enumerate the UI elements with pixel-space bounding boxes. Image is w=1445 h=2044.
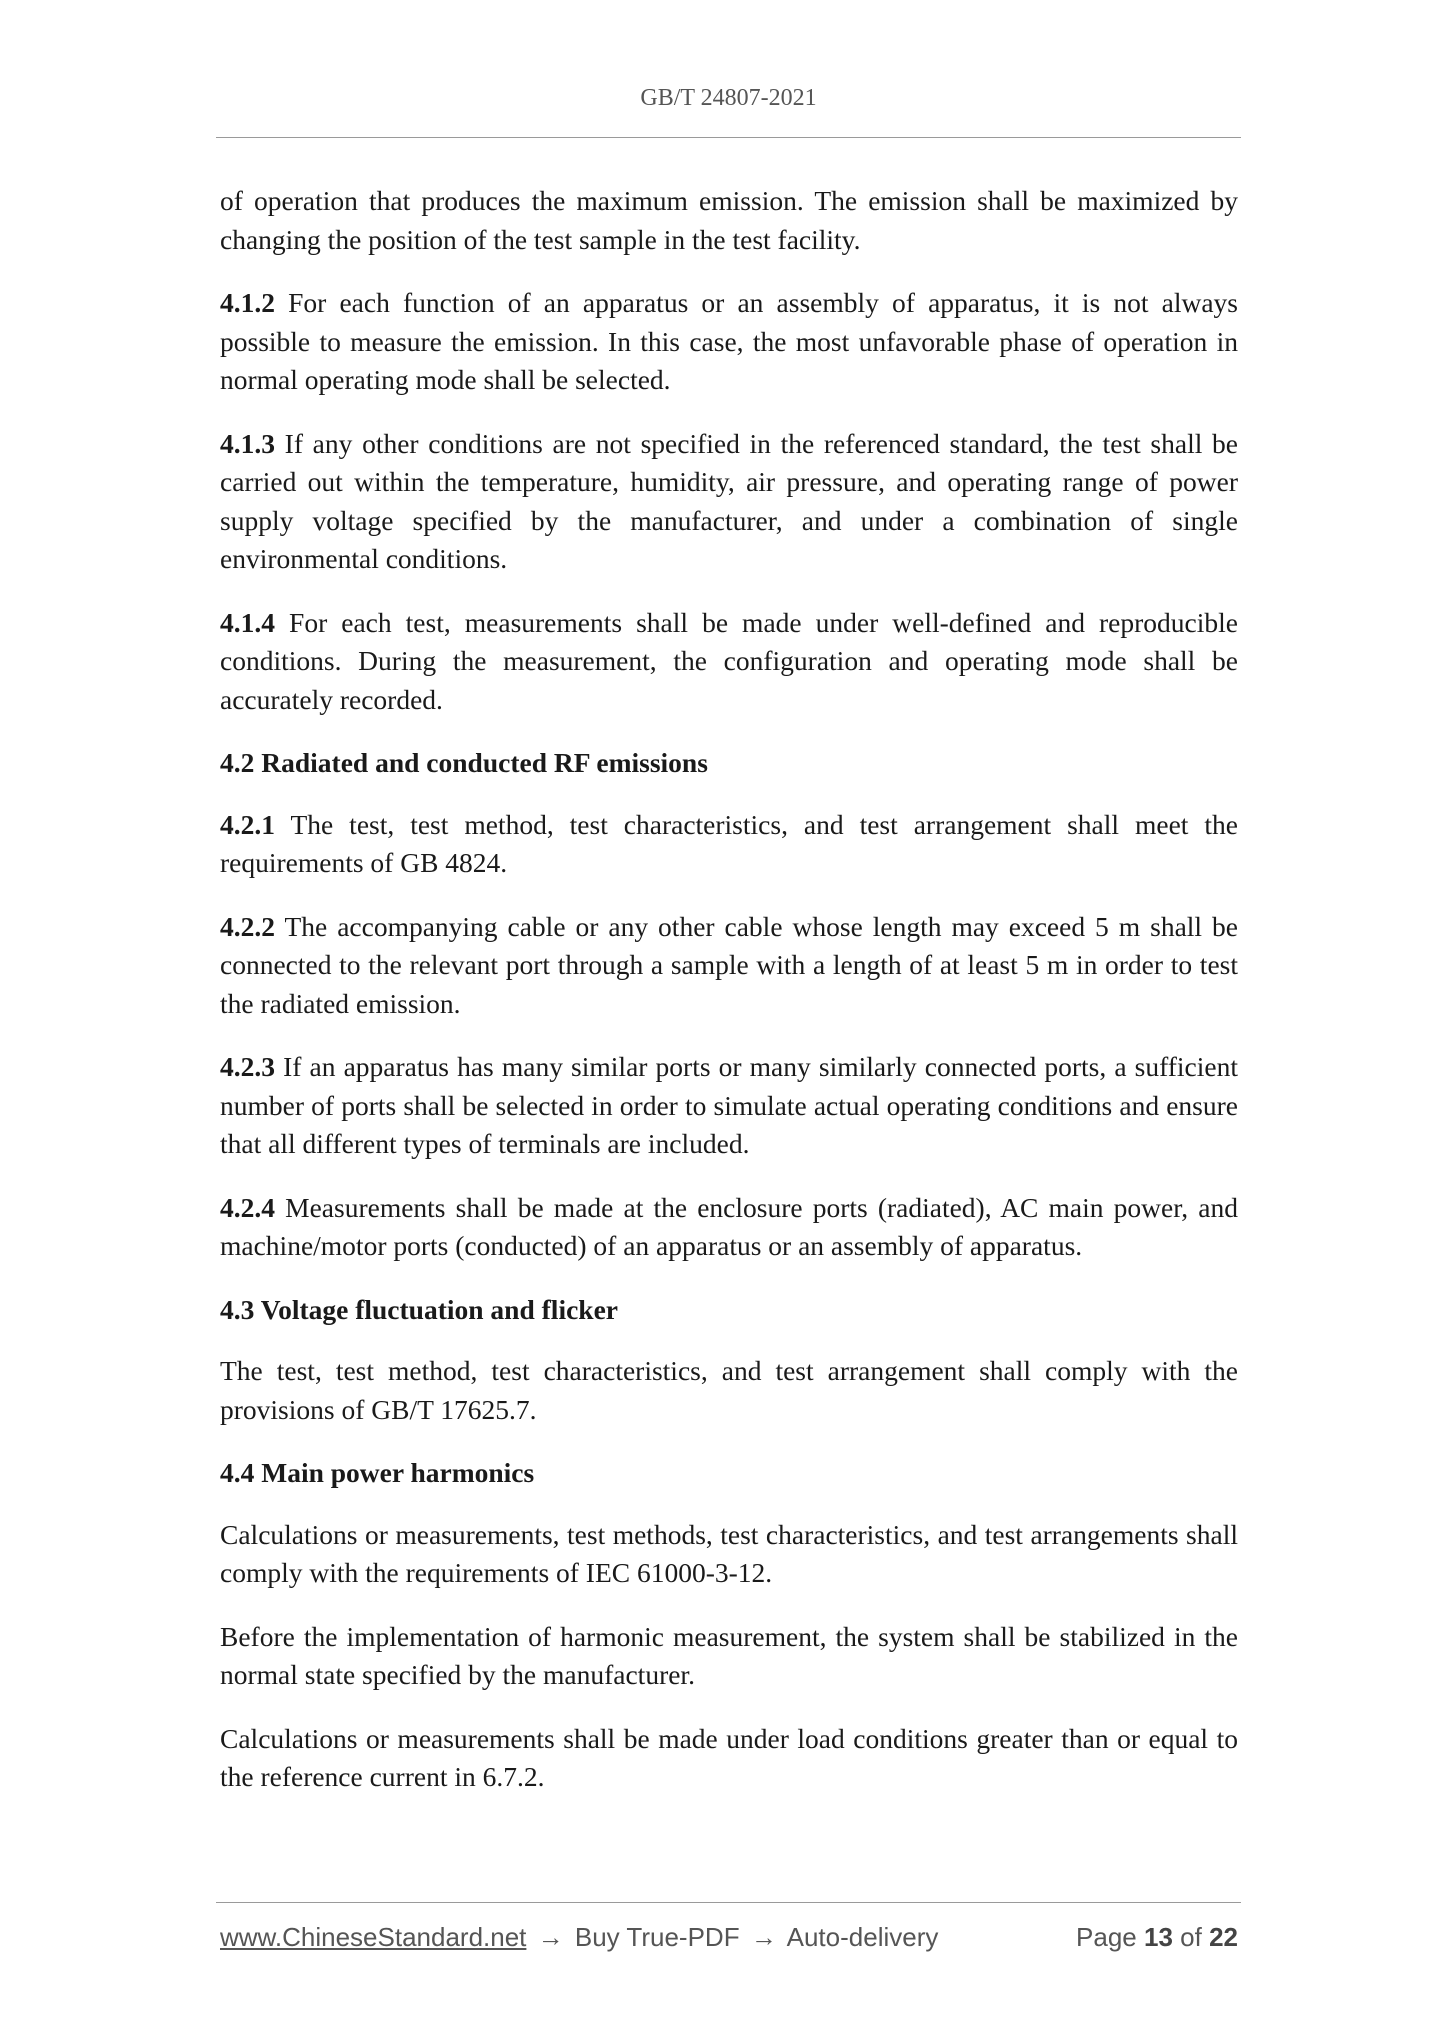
footer-divider xyxy=(216,1902,1241,1903)
clause-4-1-2 xyxy=(220,284,1238,400)
clause-text: If any other conditions are not specified in the referenced standard, the test shall be carried out within the temperature, humidity, air pressure, and operating range of power supply voltage specified by the manufacturer, and under a combination of single environmental conditions. xyxy=(220,427,1238,574)
clause-text: The test, test method, test characteristics, and test arrangement shall meet the requirements of GB 4824. xyxy=(220,808,1238,878)
clause-4-2-1 xyxy=(220,806,1238,883)
footer-links xyxy=(220,1922,938,1953)
clause-text: Measurements shall be made at the enclosure ports (radiated), AC main power, and machine/motor ports (conducted) of an apparatus or an assembly of apparatus. xyxy=(220,1191,1238,1261)
arrow-right-icon: → xyxy=(537,1922,564,1952)
paragraph-4-4-c: Calculations or measurements shall be made under load conditions greater than or equal to the reference current in 6.7.2. xyxy=(220,1722,1238,1792)
section-heading-4-4: 4.4 Main power harmonics xyxy=(220,1457,535,1488)
website-link[interactable]: www.ChineseStandard.net xyxy=(220,1922,527,1952)
clause-number: 4.2.2 xyxy=(220,910,275,942)
clause-number: 4.1.4 xyxy=(220,606,275,638)
clause-4-2-3 xyxy=(220,1048,1238,1164)
paragraph-continuation: of operation that produces the maximum emission. The emission shall be maximized by changing the position of the test sample in the test facility. xyxy=(220,185,1238,255)
clause-number: 4.2.4 xyxy=(220,1191,275,1223)
page-number xyxy=(1076,1922,1238,1953)
document-header: GB/T 24807-2021 xyxy=(640,85,817,111)
paragraph-4-4-b: Before the implementation of harmonic measurement, the system shall be stabilized in the normal state specified by the manufacturer. xyxy=(220,1620,1238,1690)
header-divider xyxy=(216,137,1241,138)
clause-4-1-4 xyxy=(220,604,1238,720)
clause-4-1-3 xyxy=(220,425,1238,579)
paragraph-4-4-a: Calculations or measurements, test methods, test characteristics, and test arrangements shall comply with the requirements of IEC 61000-3-12. xyxy=(220,1518,1238,1588)
clause-number: 4.1.2 xyxy=(220,287,275,318)
buy-pdf-text: Buy True-PDF xyxy=(574,1922,740,1952)
paragraph-4-3: The test, test method, test characteristics, and test arrangement shall comply with the provisions of GB/T 17625.7. xyxy=(220,1355,1238,1425)
section-heading-4-2: 4.2 Radiated and conducted RF emissions xyxy=(220,747,708,778)
clause-number: 4.1.3 xyxy=(220,427,275,459)
document-body xyxy=(220,182,1238,1822)
page-label: Page xyxy=(1076,1922,1137,1952)
clause-text: If an apparatus has many similar ports or many similarly connected ports, a sufficient number of ports shall be selected in order to simulate actual operating conditions and ensure that all different types of terminals are included. xyxy=(220,1051,1238,1159)
clause-text: For each function of an apparatus or an assembly of apparatus, it is not always possible to measure the emission. In this case, the most unfavorable phase of operation in normal operating mode shall be selected. xyxy=(220,287,1238,395)
section-heading-4-3: 4.3 Voltage fluctuation and flicker xyxy=(220,1293,618,1325)
clause-4-2-2 xyxy=(220,908,1238,1024)
page-current: 13 xyxy=(1144,1922,1173,1952)
clause-number: 4.2.3 xyxy=(220,1051,275,1082)
clause-text: The accompanying cable or any other cable whose length may exceed 5 m shall be connected to the relevant port through a sample with a length of at least 5 m in order to test the radiated emission. xyxy=(220,910,1238,1019)
clause-text: For each test, measurements shall be made under well-defined and reproducible conditions. During the measurement, the configuration and operating mode shall be accurately recorded. xyxy=(220,606,1238,715)
auto-delivery-text: Auto-delivery xyxy=(786,1922,939,1952)
arrow-right-icon: → xyxy=(750,1922,777,1952)
page-footer xyxy=(220,1922,1238,1962)
clause-4-2-4 xyxy=(220,1189,1238,1266)
clause-number: 4.2.1 xyxy=(220,808,275,840)
of-label: of xyxy=(1180,1922,1202,1952)
page-total: 22 xyxy=(1209,1922,1238,1952)
